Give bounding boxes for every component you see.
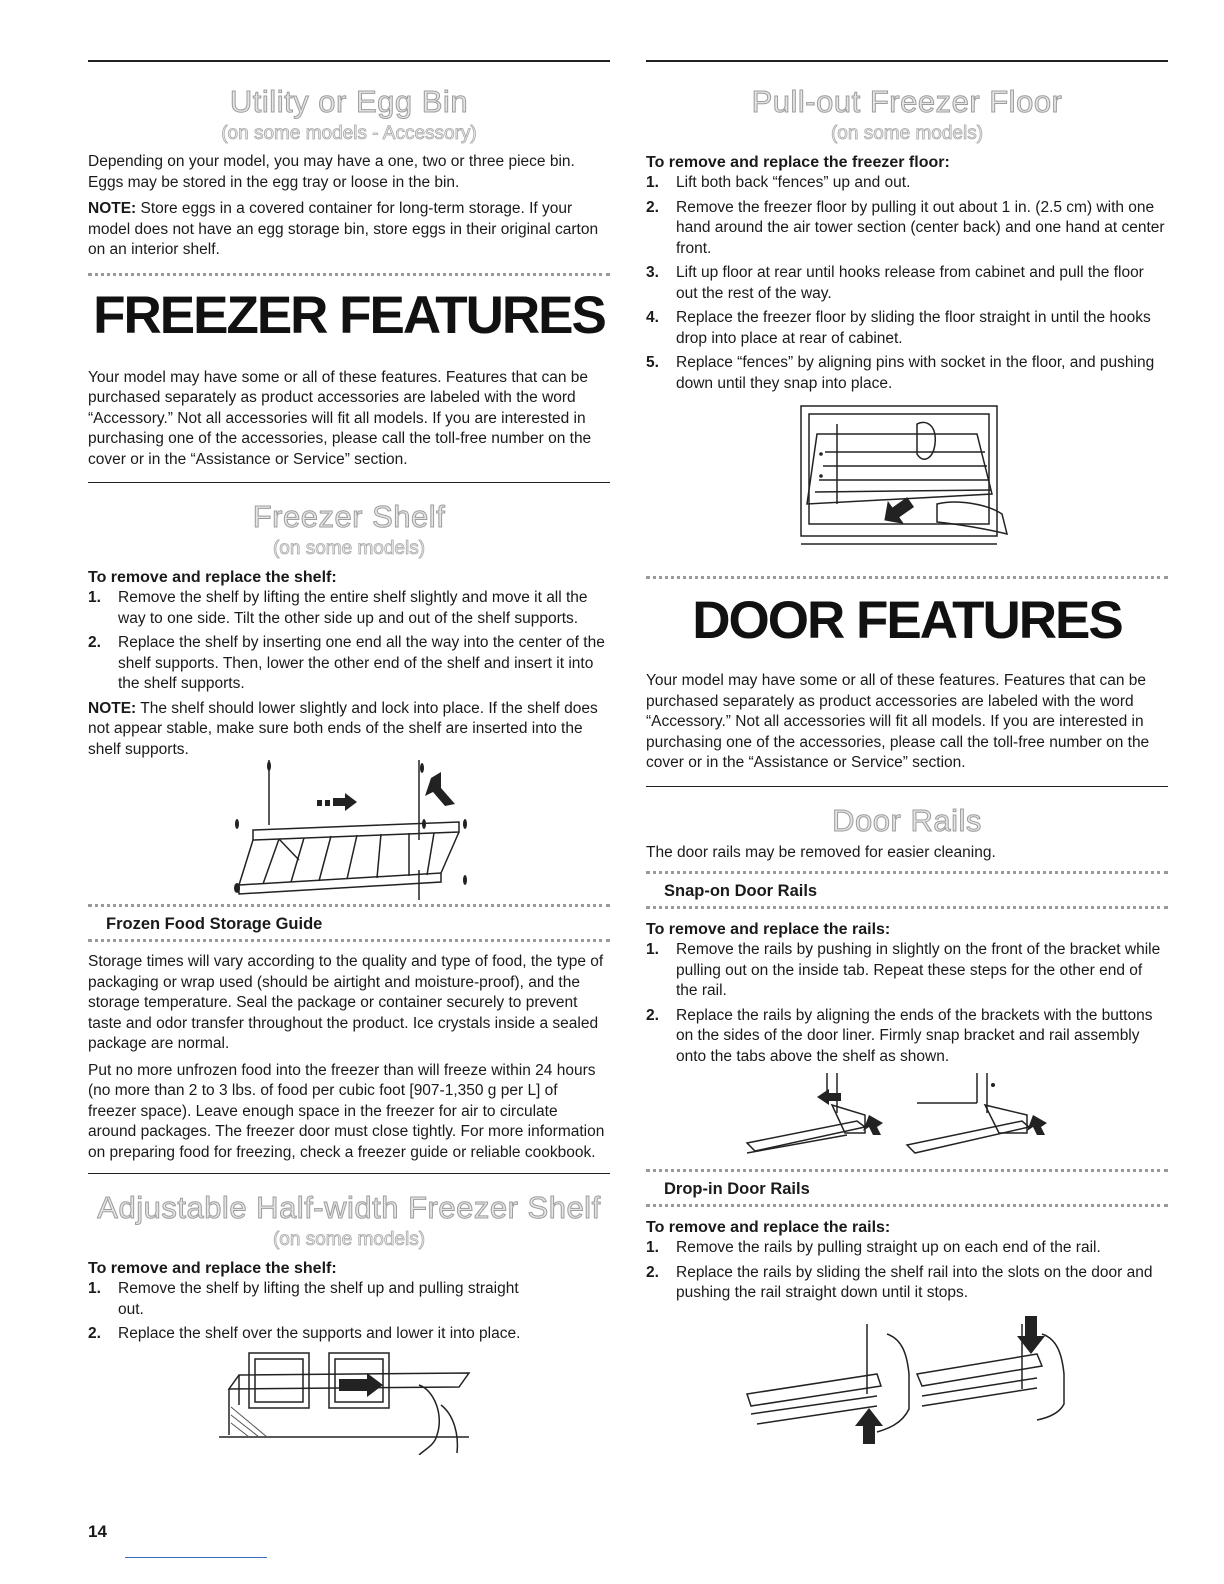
step-text: Replace the rails by sliding the shelf rail into the slots on the door and pushing the rail straight down until it stops. — [676, 1263, 1153, 1301]
freezer-floor-procedure-heading: To remove and replace the freezer floor: — [646, 154, 950, 171]
freezer-floor-title: Pull-out Freezer Floor — [751, 84, 1063, 119]
snap-on-rail-illustration — [737, 1073, 1077, 1163]
step-text: Replace the shelf over the supports and lower it into place. — [118, 1325, 521, 1342]
half-shelf-procedure-heading: To remove and replace the shelf: — [88, 1260, 337, 1277]
list-item — [646, 1238, 1168, 1259]
egg-bin-subtitle: (on some models - Accessory) — [221, 123, 477, 144]
freezer-shelf-illustration — [219, 760, 479, 900]
step-number: 3. — [646, 264, 659, 281]
door-rails-intro: The door rails may be removed for easier cleaning. — [646, 843, 996, 861]
storage-guide-paragraph-1: Storage times will vary according to the quality and type of food, the type of packaging or wrap used (should be airtight and moisture-proof), and the storage temperature. Seal the package or container securely to prevent taste and odor transfer throughout the product. Ice crystals inside a sealed package are normal. — [88, 953, 604, 1052]
egg-bin-title: Utility or Egg Bin — [229, 84, 469, 119]
drop-in-title: Drop-in Door Rails — [664, 1180, 810, 1198]
step-text: Lift up floor at rear until hooks release from cabinet and pull the floor out the rest of the way. — [676, 264, 1144, 302]
list-item — [646, 353, 1168, 394]
step-text: Replace the shelf by inserting one end all the way into the center of the shelf supports. Then, lower the other end of the shelf and insert it into the shelf supports. — [118, 634, 605, 692]
note-label: NOTE: — [88, 200, 137, 217]
step-text: Remove the rails by pushing in slightly on the front of the bracket while pulling out on the inside tab. Repeat these steps for the other end of the rail. — [676, 941, 1161, 999]
step-number: 1. — [646, 174, 659, 191]
step-number: 2. — [646, 1263, 659, 1281]
step-number: 1. — [88, 1280, 101, 1297]
note-text: Store eggs in a covered container for long-term storage. If your model does not have an egg storage bin, store eggs in their original carton on an interior shelf. — [88, 200, 599, 258]
half-shelf-illustration — [219, 1345, 479, 1455]
list-item — [646, 173, 1168, 194]
drop-in-procedure-heading: To remove and replace the rails: — [646, 1219, 891, 1236]
list-item — [646, 198, 1168, 260]
storage-guide-paragraph-2: Put no more unfrozen food into the freezer than will freeze within 24 hours (no more than 2 to 3 lbs. of food per cubic foot [907-1,350 g per L] of freezer space). Leave enough space in the freezer for air to circulate around packages. The freezer door must close tightly. For more information on preparing food for freezing, check a freezer guide or reliable cookbook. — [88, 1061, 605, 1161]
door-features-intro: Your model may have some or all of these features. Features that can be purchased separately as product accessories are labeled with the word “Accessory.” Not all accessories will fit all models. If you are interested in purchasing one of the accessories, please call the toll-free number on the cover or in the “Assistance or Service” section. — [646, 672, 1150, 771]
step-text: Replace “fences” by aligning pins with socket in the floor, and pushing down until they snap into place. — [676, 354, 1155, 392]
note-text: The shelf should lower slightly and lock into place. If the shelf does not appear stable, make sure both ends of the shelf are inserted into the shelf supports. — [88, 699, 598, 758]
right-column — [646, 60, 1168, 1444]
list-item — [646, 308, 1168, 349]
drop-in-rail-illustration — [737, 1314, 1077, 1444]
step-number: 1. — [88, 589, 101, 606]
freezer-shelf-steps — [88, 588, 610, 695]
door-rails-title: Door Rails — [832, 802, 982, 838]
door-features-title: DOOR FEATURES — [692, 591, 1122, 650]
step-text: Lift both back “fences” up and out. — [676, 174, 911, 191]
left-column — [88, 60, 610, 1455]
freezer-features-intro: Your model may have some or all of these features. Features that can be purchased separately as product accessories are labeled with the word “Accessory.” Not all accessories will fit all models. If you are interested in purchasing one of the accessories, please call the toll-free number on the cover or in the “Assistance or Service” section. — [88, 368, 592, 468]
list-item — [646, 940, 1168, 1002]
list-item — [646, 1006, 1168, 1068]
snap-on-title: Snap-on Door Rails — [664, 882, 818, 900]
footer-rule — [125, 1557, 267, 1558]
note-label: NOTE: — [88, 699, 137, 717]
list-item — [88, 633, 610, 695]
list-item — [646, 1263, 1168, 1304]
step-text: Remove the shelf by lifting the shelf up and pulling straight out. — [118, 1280, 519, 1318]
step-number: 2. — [88, 1325, 101, 1342]
step-number: 2. — [646, 1006, 659, 1024]
freezer-shelf-procedure-heading: To remove and replace the shelf: — [88, 569, 337, 586]
step-text: Remove the freezer floor by pulling it out about 1 in. (2.5 cm) with one hand around the air tower section (center back) and one hand at center front. — [676, 198, 1165, 257]
step-text: Replace the freezer floor by sliding the floor straight in until the hooks drop into place at rear of cabinet. — [676, 309, 1151, 347]
half-shelf-steps — [88, 1279, 610, 1345]
step-number: 2. — [646, 198, 659, 216]
egg-bin-paragraph: Depending on your model, you may have a one, two or three piece bin. Eggs may be stored in the egg tray or loose in the bin. — [88, 153, 575, 191]
step-number: 1. — [646, 1239, 659, 1256]
list-item — [88, 1279, 610, 1320]
snap-on-steps — [646, 940, 1168, 1067]
step-text: Remove the rails by pulling straight up on each end of the rail. — [676, 1239, 1101, 1256]
freezer-shelf-title: Freezer Shelf — [252, 499, 446, 534]
snap-on-procedure-heading: To remove and replace the rails: — [646, 921, 891, 938]
drop-in-steps — [646, 1238, 1168, 1304]
step-text: Replace the rails by aligning the ends of the brackets with the buttons on the sides of the door liner. Firmly snap bracket and rail assembly onto the tabs above the shelf as shown. — [676, 1006, 1153, 1065]
page-number: 14 — [88, 1522, 107, 1541]
freezer-shelf-note — [88, 699, 610, 761]
freezer-floor-subtitle: (on some models) — [830, 123, 984, 144]
list-item — [88, 1324, 610, 1345]
step-number: 2. — [88, 634, 101, 651]
half-shelf-subtitle: (on some models) — [272, 1229, 426, 1250]
freezer-floor-steps — [646, 173, 1168, 394]
step-number: 5. — [646, 354, 659, 371]
freezer-floor-illustration — [797, 404, 1017, 554]
freezer-shelf-subtitle: (on some models) — [272, 538, 426, 559]
storage-guide-title: Frozen Food Storage Guide — [106, 915, 323, 933]
list-item — [88, 588, 610, 629]
step-number: 1. — [646, 941, 659, 958]
freezer-features-title: FREEZER FEATURES — [93, 285, 605, 345]
list-item — [646, 263, 1168, 304]
half-shelf-title: Adjustable Half-width Freezer Shelf — [97, 1190, 601, 1225]
step-number: 4. — [646, 309, 659, 326]
step-text: Remove the shelf by lifting the entire shelf slightly and move it all the way to one side. Tilt the other side up and out of the shelf supports. — [118, 589, 588, 627]
egg-bin-note — [88, 199, 610, 261]
